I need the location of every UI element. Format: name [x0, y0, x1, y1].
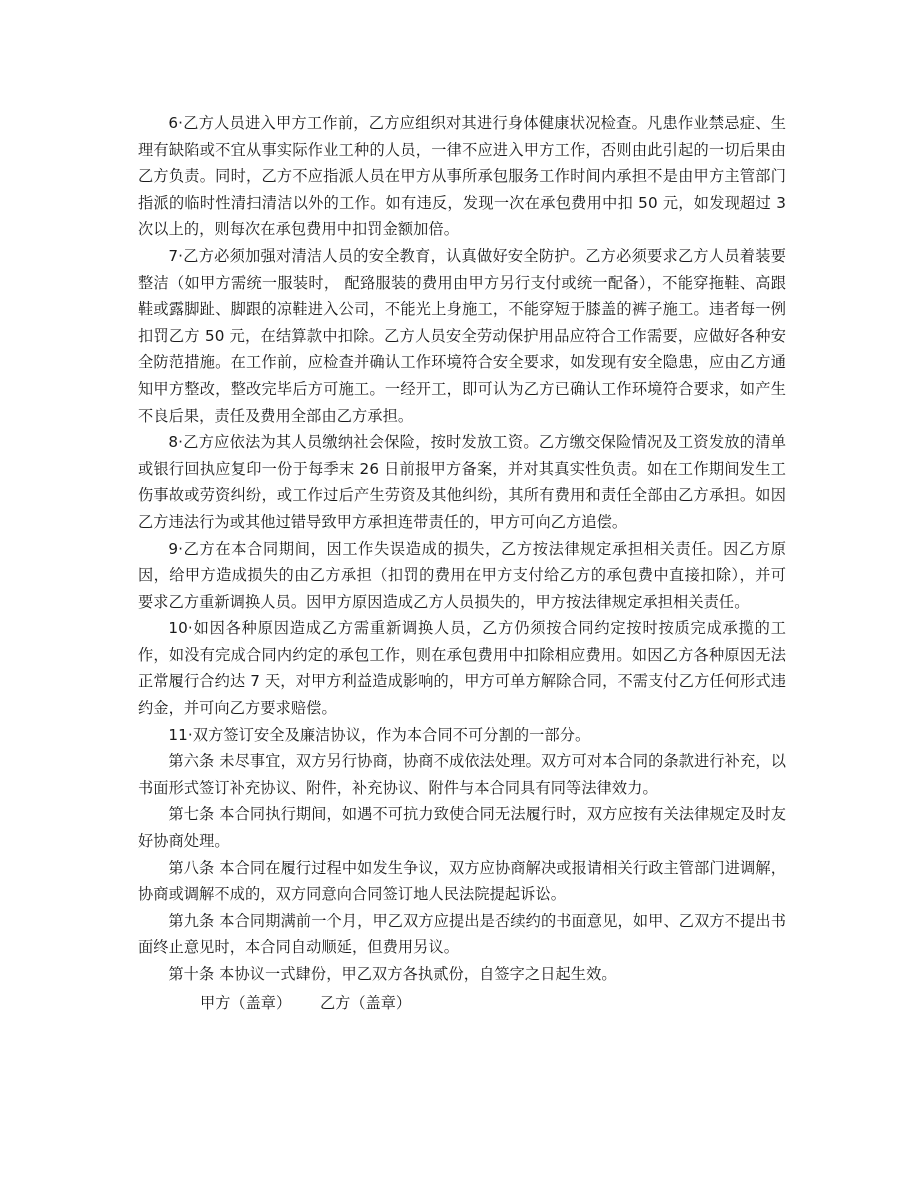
clause-10: 10·如因各种原因造成乙方需重新调换人员，乙方仍须按合同约定按时按质完成承揽的工作，如没有完成合同内约定的承包工作，则在承包费用中扣除相应费用。如因乙方各种原因无法正常履行合约达 7 天，对甲方利益造成影响的，甲方可单方解除合同，不需支付乙方任何形式违约金，并可向乙方要求赔偿。: [138, 619, 786, 718]
article-9: 第九条 本合同期满前一个月，甲乙双方应提出是否续约的书面意见，如甲、乙双方不提出书面终止意见时，本合同自动顺延，但费用另议。: [138, 911, 786, 957]
article-10: 第十条 本协议一式肆份，甲乙双方各执贰份，自签字之日起生效。: [168, 965, 617, 983]
document-page: [138, 110, 786, 1016]
clause-9: 9·乙方在本合同期间，因工作失误造成的损失，乙方按法律规定承担相关责任。因乙方原因，给甲方造成损失的由乙方承担（扣罚的费用在甲方支付给乙方的承包费中直接扣除），并可要求乙方重新调换人员。因甲方原因造成乙方人员损失的，甲方按法律规定承担相关责任。: [138, 539, 786, 611]
article-7: 第七条 本合同执行期间，如遇不可抗力致使合同无法履行时，双方应按有关法律规定及时友好协商处理。: [138, 805, 786, 851]
party-b-seal: 乙方（盖章）: [319, 993, 412, 1012]
clause-11: 11·双方签订安全及廉洁协议，作为本合同不可分割的一部分。: [168, 725, 591, 744]
article-8: 第八条 本合同在履行过程中如发生争议，双方应协商解决或报请相关行政主管部门进调解，协商或调解不成的，双方同意向合同签订地人民法院提起诉讼。: [138, 858, 786, 904]
clause-8: 8·乙方应依法为其人员缴纳社会保险，按时发放工资。乙方缴交保险情况及工资发放的清单或银行回执应复印一份于每季末 26 日前报甲方备案，并对其真实性负责。如在工作期间发生工伤事故或劳资纠纷，或工作过后产生劳资及其他纠纷，其所有费用和责任全部由乙方承担。如因乙方违法行为或其他过错导致甲方承担连带责任的，甲方可向乙方追偿。: [138, 433, 786, 531]
article-6: 第六条 未尽事宜，双方另行协商，协商不成依法处理。双方可对本合同的条款进行补充，以书面形式签订补充协议、附件，补充协议、附件与本合同具有同等法律效力。: [138, 752, 786, 797]
clause-7: 7·乙方必须加强对清洁人员的安全教育，认真做好安全防护。乙方必须要求乙方人员着装要整洁（如甲方需统一服装时， 配臵服装的费用由甲方另行支付或统一配备），不能穿拖鞋、高跟鞋或露脚趾、脚跟的凉鞋进入公司，不能光上身施工，不能穿短于膝盖的裤子施工。违者每一例扣罚乙方 50 元，在结算款中扣除。乙方人员安全劳动保护用品应符合工作需要，应做好各种安全防范措施。在工作前，应检查并确认工作环境符合安全要求，如发现有安全隐患，应由乙方通知甲方整改，整改完毕后方可施工。一经开工，即可认为乙方已确认工作环境符合要求，如产生不良后果，责任及费用全部由乙方承担。: [138, 246, 786, 425]
clause-6: 6·乙方人员进入甲方工作前，乙方应组织对其进行身体健康状况检查。凡患作业禁忌症、生理有缺陷或不宜从事实际作业工种的人员，一律不应进入甲方工作，否则由此引起的一切后果由乙方负责。同时，乙方不应指派人员在甲方从事所承包服务工作时间内承担不是由甲方主管部门指派的临时性清扫清洁以外的工作。如有违反，发现一次在承包费用中扣 50 元，如发现超过 3 次以上的，则每次在承包费用中扣罚金额加倍。: [138, 114, 786, 239]
party-a-seal: 甲方（盖章）: [200, 993, 292, 1012]
signature-row: [138, 990, 786, 1017]
